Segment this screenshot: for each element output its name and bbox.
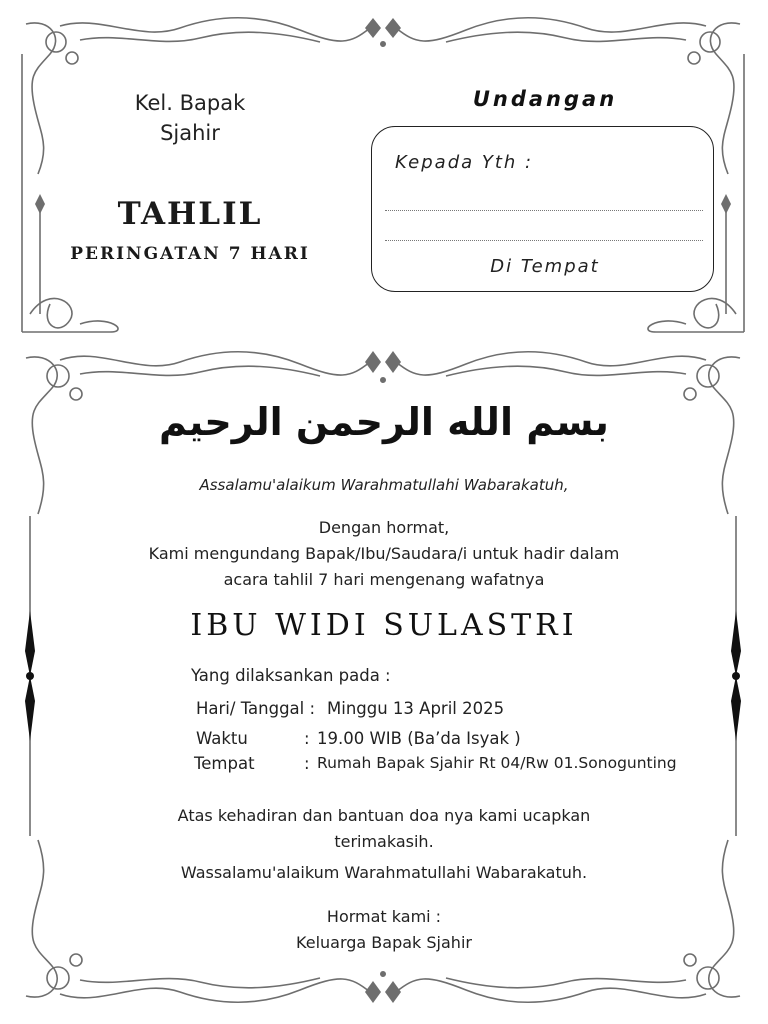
detail-place-sep: : <box>304 754 310 773</box>
detail-time-value: 19.00 WIB (Ba’da Isyak ) <box>317 729 521 748</box>
recipient-line-2 <box>385 240 703 241</box>
signature-block <box>0 904 768 956</box>
greeting: Dengan hormat, <box>318 518 450 537</box>
signature-name: Keluarga Bapak Sjahir <box>296 933 472 952</box>
detail-date-label: Hari/ Tanggal : <box>196 699 316 718</box>
family-name-line1: Kel. Bapak <box>134 91 246 115</box>
detail-time-sep: : <box>304 729 310 748</box>
bismillah-calligraphy: بسم الله الرحمن الرحيم <box>159 400 609 444</box>
closing-text <box>0 803 768 855</box>
family-name <box>120 88 260 148</box>
recipient-label: Kepada Yth : <box>395 152 534 173</box>
event-subtitle: PERINGATAN 7 HARI <box>70 244 310 264</box>
family-name-line2: Sjahir <box>160 121 220 145</box>
closing-line-1: Atas kehadiran dan bantuan doa nya kami ucapkan <box>177 806 591 825</box>
body-line-2: acara tahlil 7 hari mengenang wafatnya <box>223 570 545 589</box>
deceased-name: IBU WIDI SULASTRI <box>190 608 578 643</box>
opening-salam: Assalamu'alaikum Warahmatullahi Wabarakatuh, <box>199 476 569 494</box>
detail-time-label: Waktu <box>196 729 248 748</box>
detail-place-value: Rumah Bapak Sjahir Rt 04/Rw 01.Sonogunting <box>317 754 677 772</box>
closing-salam: Wassalamu'alaikum Warahmatullahi Wabarakatuh. <box>180 863 588 882</box>
invitation-body <box>0 515 768 593</box>
undangan-heading: Undangan <box>472 87 618 111</box>
di-tempat-label: Di Tempat <box>490 256 600 277</box>
detail-place-label: Tempat <box>194 754 255 773</box>
detail-date-value: Minggu 13 April 2025 <box>327 699 505 718</box>
regards-label: Hormat kami : <box>326 907 442 926</box>
event-title: TAHLIL <box>117 196 263 232</box>
held-on-label: Yang dilaksankan pada : <box>191 666 391 685</box>
recipient-line-1 <box>385 210 703 211</box>
closing-line-2: terimakasih. <box>334 832 434 851</box>
body-line-1: Kami mengundang Bapak/Ibu/Saudara/i untuk hadir dalam <box>148 544 620 563</box>
